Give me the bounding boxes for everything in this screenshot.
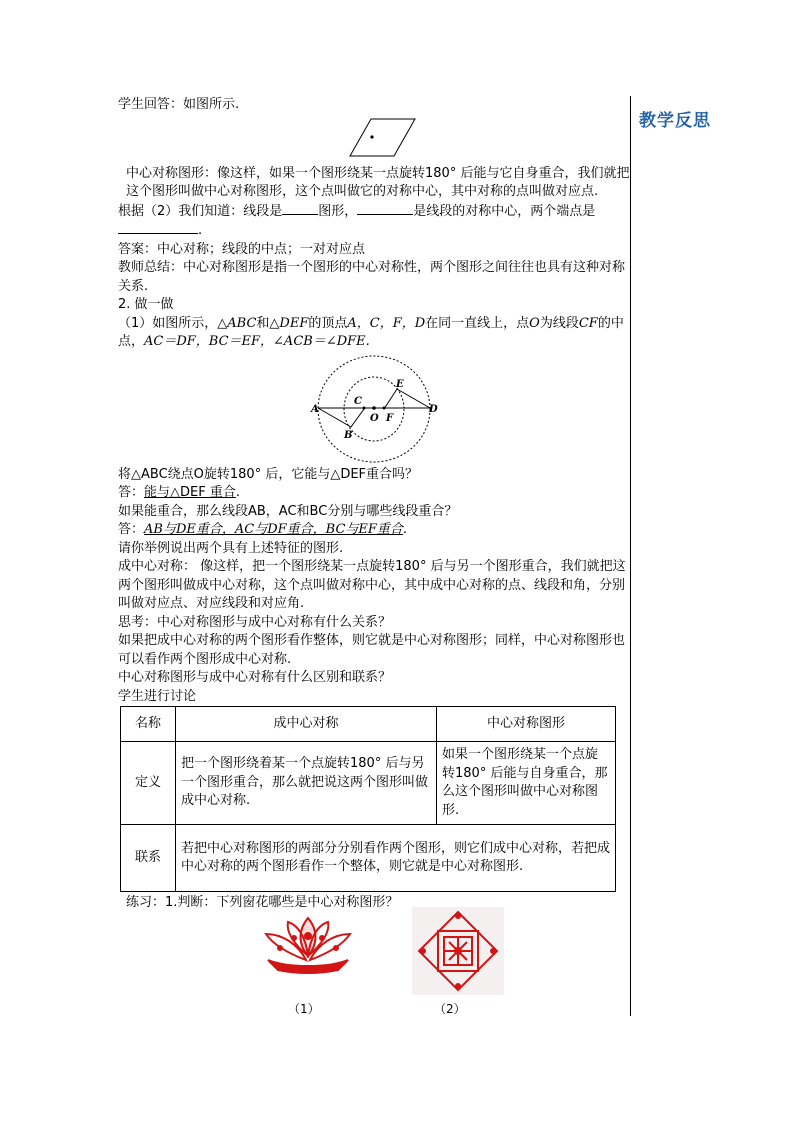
- discussion-note: 学生进行讨论: [118, 688, 197, 704]
- label-f: F: [386, 412, 394, 424]
- table-row: 定义 把一个图形绕着某一个点旋转180° 后与另一个图形重合，那么就把说这两个图形叫做成中心对称. 如果一个图形绕某一个点旋转180° 后能与自身重合，那么这个图形叫做中心对称图形.: [121, 742, 616, 825]
- think-answer: 如果把成中心对称的两个图形看作整体，则它就是中心对称图形；同样，中心对称图形也可以看作两个图形成中心对称.: [118, 633, 626, 667]
- square-paper-cut-image: [411, 906, 505, 996]
- fill-blank-question: 根据（2）我们知道：线段是 图形， 是线段的对称中心，两个端点是 .: [118, 203, 596, 238]
- rotate-question: 将△ABC绕点O旋转180° 后，它能与△DEF重合吗？: [118, 466, 419, 482]
- triangle-rotation-figure: [118, 352, 630, 466]
- label-e: E: [396, 378, 404, 390]
- lotus-paper-cut-image: [258, 910, 358, 976]
- label-c: C: [354, 395, 362, 407]
- difference-question: 中心对称图形与成中心对称有什么区别和联系？: [118, 670, 392, 685]
- label-b: B: [344, 429, 353, 441]
- segments-answer: 答：AB与DE重合，AC与DF重合，BC与EF重合.: [118, 522, 408, 537]
- rotate-answer: 答：能与△DEF 重合.: [118, 485, 240, 500]
- parallelogram-figure: [118, 115, 630, 165]
- caption-2: （2）: [434, 1002, 466, 1016]
- caption-1: （1）: [288, 1002, 320, 1016]
- center-symmetry-definition: 中心对称图形：像这样，如果一个图形绕某一点旋转180° 后能与它自身重合，我们就把这个图形叫做中心对称图形，这个点叫做它的对称中心，其中对称的点叫做对应点.: [126, 165, 630, 199]
- table-header-row: 名称 成中心对称 中心对称图形: [121, 707, 616, 742]
- teacher-summary: 教师总结：中心对称图形是指一个图形的中心对称性，两个图形之间往往也具有这种对称关系.: [118, 260, 626, 294]
- label-a: A: [311, 403, 319, 415]
- comparison-table: [120, 706, 616, 892]
- label-o: O: [370, 412, 379, 424]
- problem-1: （1）如图所示，△ABC和△DEF的顶点A，C，F，D在同一直线上，点O为线段CF的中点，AC＝DF，BC＝EF，∠ACB＝∠DFE.: [118, 315, 624, 349]
- section-heading: 2. 做一做: [118, 297, 174, 312]
- label-d: D: [429, 403, 438, 415]
- side-title: 教学反思: [639, 111, 711, 131]
- ask-examples: 请你举例说出两个具有上述特征的图形.: [118, 540, 344, 556]
- segments-question: 如果能重合，那么线段AB，AC和BC分别与哪些线段重合？: [118, 503, 458, 519]
- student-answer: 学生回答：如图所示.: [118, 97, 240, 112]
- answer-1: 答案：中心对称；线段的中点；一对对应点: [118, 241, 366, 257]
- pair-symmetry-definition: 成中心对称： 像这样，把一个图形绕某一点旋转180° 后与另一个图形重合，我们就把这两个图形叫做成中心对称，这个点叫做对称中心，其中成中心对称的点、线段和角，分别叫做对应点、对应线段和对应角.: [118, 559, 626, 611]
- column-divider: [630, 96, 631, 1016]
- think-question: 思考：中心对称图形与成中心对称有什么关系？: [118, 614, 392, 630]
- exercise-question: 练习：1.判断：下列窗花哪些是中心对称图形？: [126, 895, 399, 910]
- main-content: [118, 96, 630, 913]
- table-row: 联系 若把中心对称图形的两部分分别看作两个图形，则它们成中心对称，若把成中心对称的两个图形看作一个整体，则它就是中心对称图形.: [121, 825, 616, 892]
